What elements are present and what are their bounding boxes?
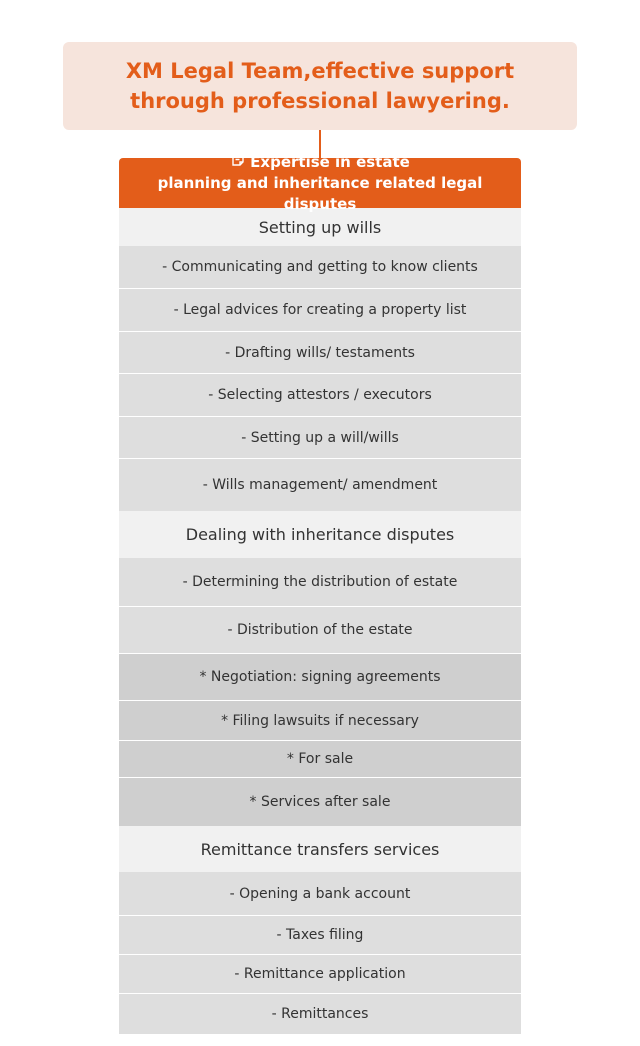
list-item: - Determining the distribution of estate <box>119 558 521 607</box>
note-icon <box>230 151 246 173</box>
intro-title: XM Legal Team,effective support through professional lawyering. <box>125 59 515 113</box>
panel-header <box>119 152 521 213</box>
section-title-inheritance: Dealing with inheritance disputes <box>119 511 521 558</box>
list-item: - Selecting attestors / executors <box>119 374 521 417</box>
list-item: - Legal advices for creating a property list <box>119 289 521 332</box>
sub-list-item: * Filing lawsuits if necessary <box>119 701 521 741</box>
list-item: - Setting up a will/wills <box>119 417 521 459</box>
list-item: - Wills management/ amendment <box>119 459 521 511</box>
list-item: - Taxes filing <box>119 916 521 955</box>
header-line1: Expertise in estate <box>250 152 410 171</box>
header-line2: planning and inheritance related legal disputes <box>157 174 483 213</box>
services-panel <box>119 152 521 1034</box>
intro-banner <box>63 42 577 130</box>
sub-list-item: * For sale <box>119 741 521 778</box>
list-item: - Drafting wills/ testaments <box>119 332 521 374</box>
list-item: - Distribution of the estate <box>119 607 521 654</box>
sub-list-item: * Services after sale <box>119 778 521 826</box>
list-item: - Remittances <box>119 994 521 1034</box>
list-item: - Remittance application <box>119 955 521 994</box>
section-title-wills: Setting up wills <box>119 208 521 246</box>
list-item: - Opening a bank account <box>119 872 521 916</box>
section-title-remittance: Remittance transfers services <box>119 826 521 872</box>
list-item: - Communicating and getting to know clients <box>119 246 521 289</box>
sub-list-item: * Negotiation: signing agreements <box>119 654 521 701</box>
